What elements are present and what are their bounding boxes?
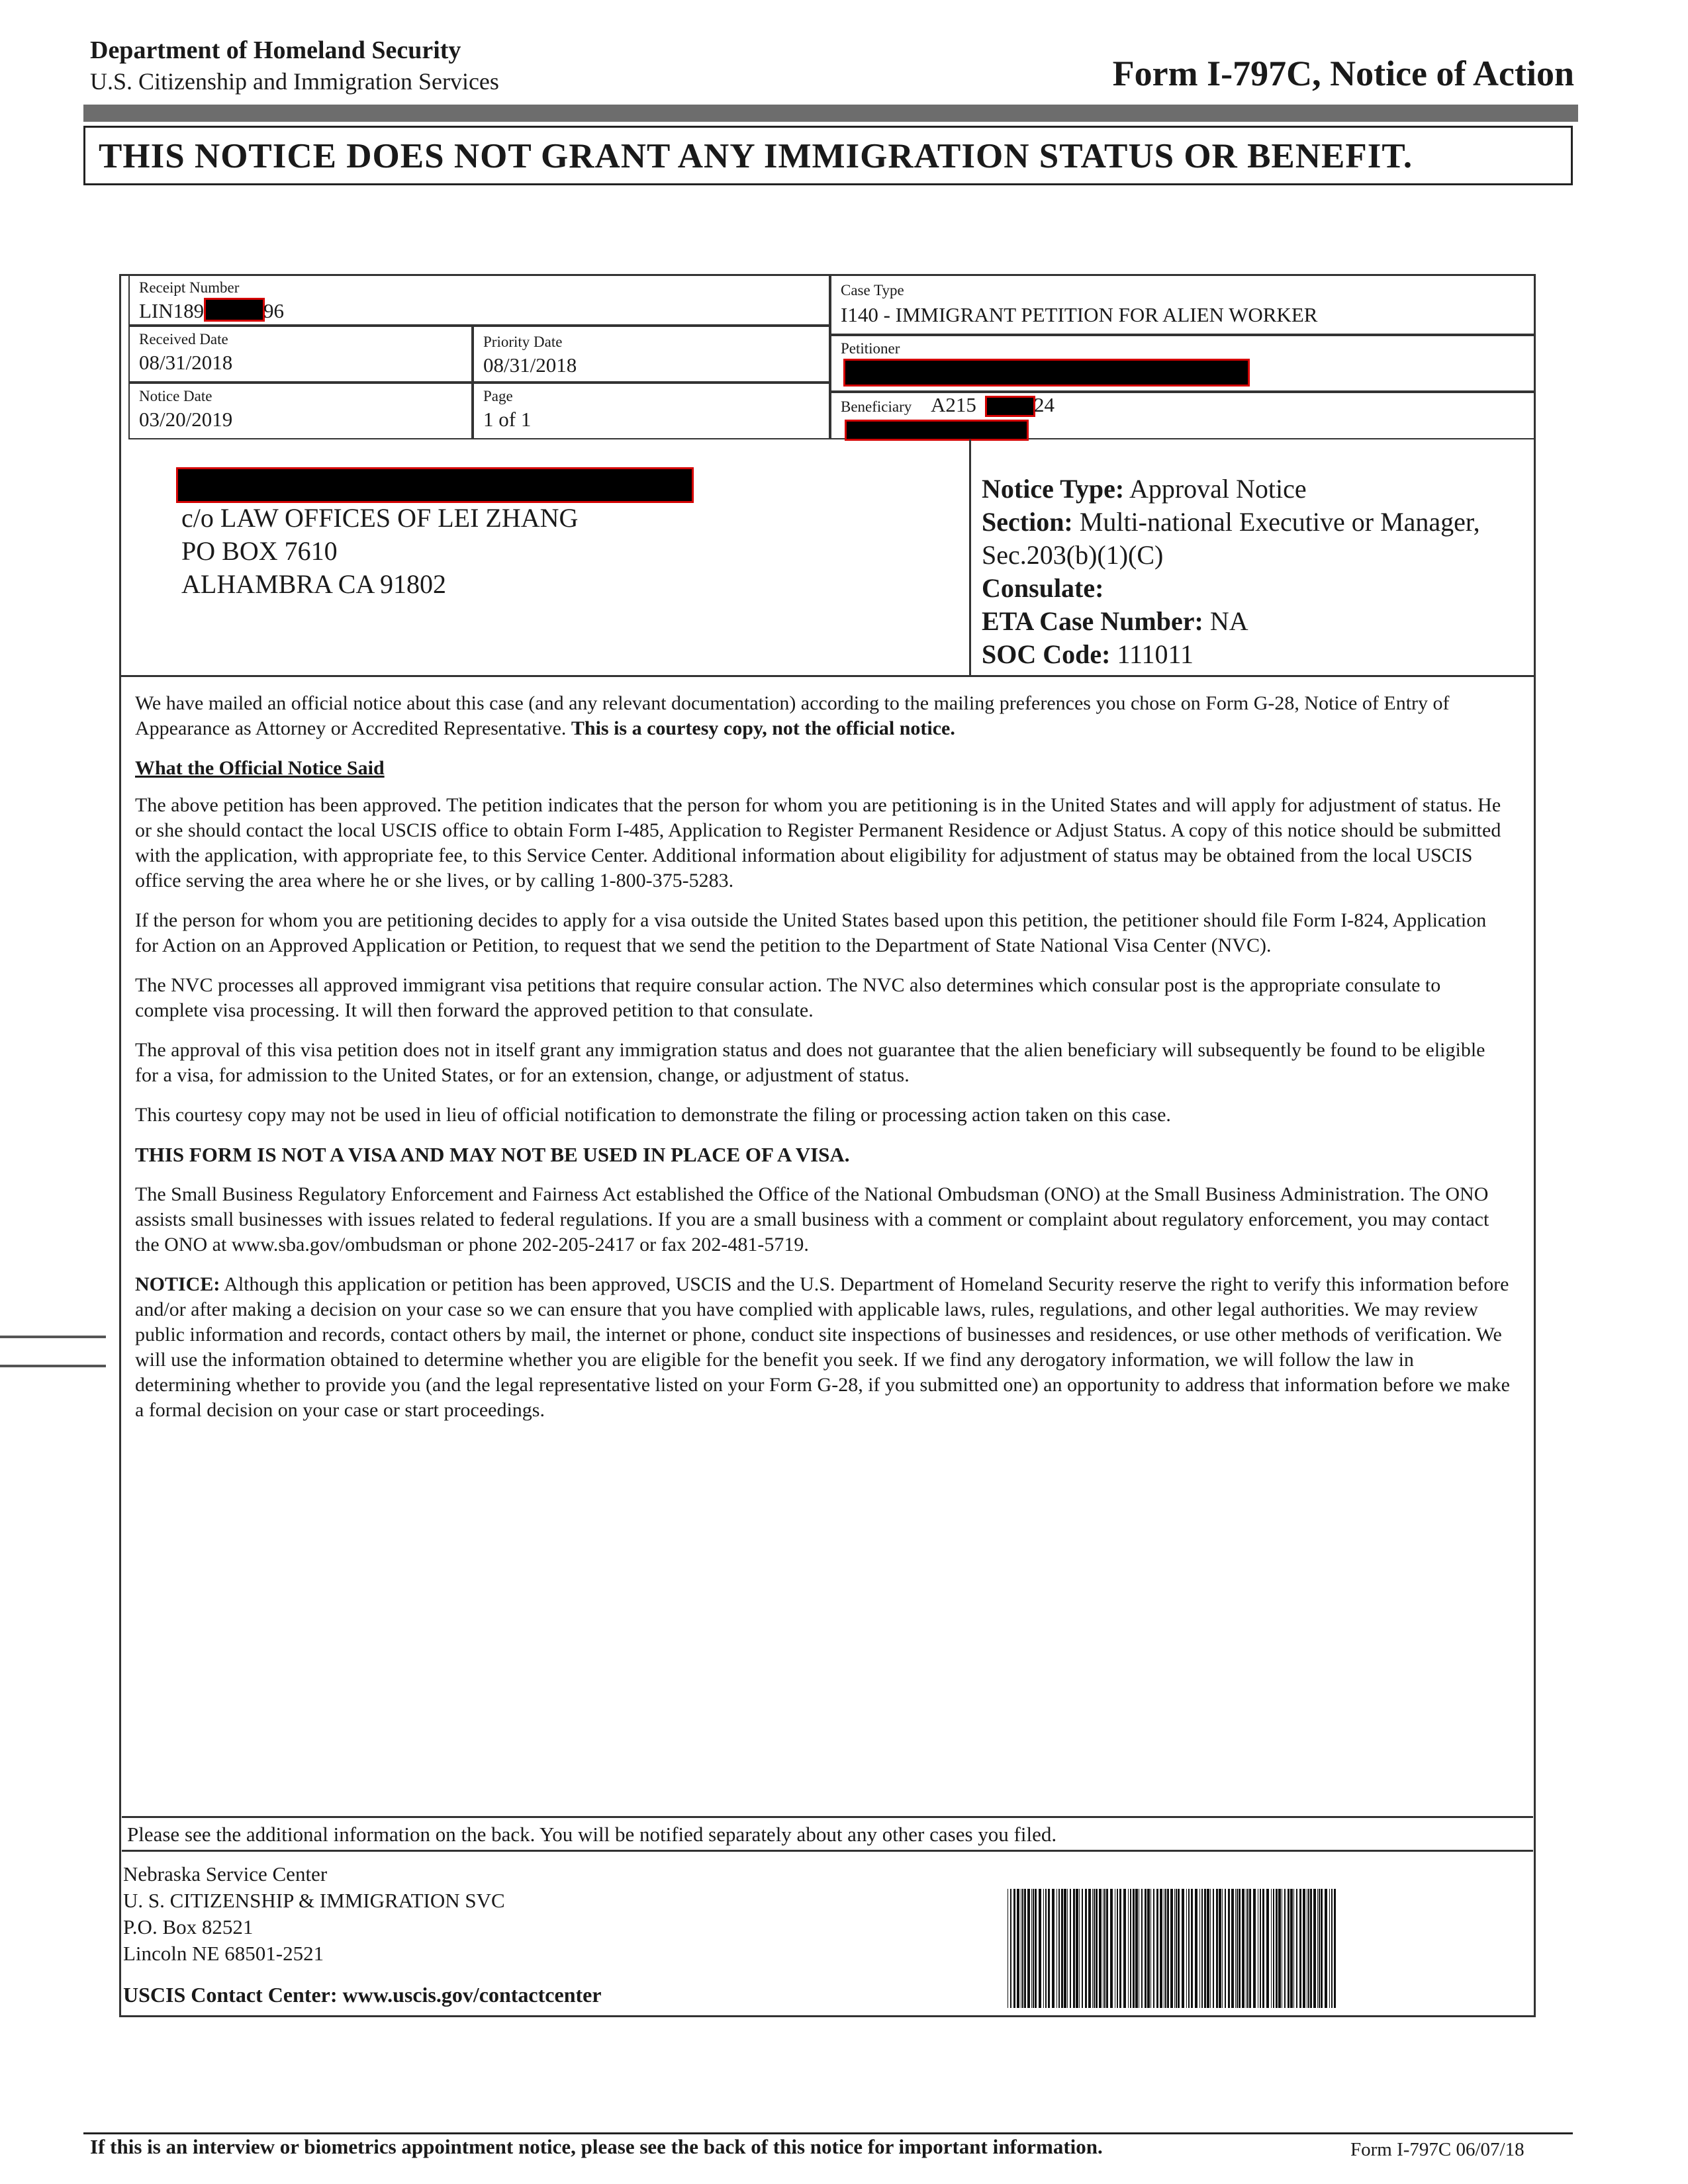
service-center-address (123, 1861, 505, 1967)
case-type-cell (830, 274, 1536, 335)
notice-date-label: Notice Date (139, 388, 212, 404)
barcode-bar (1135, 1889, 1138, 2008)
barcode-bar (1073, 1889, 1075, 2008)
barcode-bar (1317, 1889, 1318, 2008)
receipt-number-suffix: 96 (263, 299, 284, 322)
barcode-bar (1186, 1889, 1187, 2008)
beneficiary-prefix: A215 (931, 393, 976, 416)
status-banner: THIS NOTICE DOES NOT GRANT ANY IMMIGRATION STATUS OR BENEFIT. (83, 126, 1573, 185)
receipt-number-prefix: LIN189 (139, 299, 205, 322)
barcode-bar (1088, 1889, 1091, 2008)
notice-type-value: Approval Notice (1129, 474, 1307, 504)
barcode-bar (1213, 1889, 1214, 2008)
soc-label: SOC Code: (982, 639, 1111, 669)
notice-date-cell (128, 383, 473, 439)
intro-text: We have mailed an official notice about this case (and any relevant documentation) according to the mailing preferences you chose on Form G-28, Notice of Entry of Appearance as Attorney or Accredited Representative. (135, 692, 1450, 739)
service-center-line: P.O. Box 82521 (123, 1915, 254, 1938)
barcode-bar (1308, 1889, 1309, 2008)
case-type-label: Case Type (841, 282, 904, 298)
eta-label: ETA Case Number: (982, 606, 1203, 636)
barcode-bar (1022, 1889, 1023, 2008)
petitioner-redaction (843, 359, 1250, 387)
barcode-bar (1271, 1889, 1272, 2008)
barcode-bar (1188, 1889, 1190, 2008)
barcode-bar (1222, 1889, 1223, 2008)
soc-value: 111011 (1117, 639, 1194, 669)
beneficiary-label: Beneficiary (841, 398, 912, 415)
barcode-bar (1207, 1889, 1209, 2008)
margin-mark (0, 1365, 106, 1367)
beneficiary-name-redaction (845, 420, 1029, 441)
barcode-bar (1204, 1889, 1206, 2008)
petitioner-cell (830, 335, 1536, 392)
barcode-bar (1247, 1889, 1248, 2008)
barcode-bar (1199, 1889, 1200, 2008)
barcode-bar (1150, 1889, 1151, 2008)
barcode-bar (1153, 1889, 1154, 2008)
see-back-note: Please see the additional information on the back. You will be notified separately about any other cases you filed. (122, 1816, 1533, 1852)
notice-paragraph (135, 1272, 1512, 1423)
barcode-bar (1293, 1889, 1294, 2008)
barcode-bar (1092, 1889, 1093, 2008)
barcode-bar (1076, 1889, 1078, 2008)
barcode-bar (1239, 1889, 1241, 2008)
barcode-bar (1045, 1889, 1047, 2008)
barcode-bar (1058, 1889, 1060, 2008)
notice-text: Although this application or petition has been approved, USCIS and the U.S. Department of Homeland Security reserve the right to verify this information before and/or after making a decision on your case so we can ensure that you have complied with applicable laws, rules, regulations, and other legal authorities. We may review public information and records, contact others by mail, the internet or phone, conduct site inspections of businesses and residences, or use other methods of verification. We will use the information obtained to determine whether you are eligible for the benefit you seek. If we find any derogatory information, we will follow the law in determining whether to provide you (and the legal representative listed on your Form G-28, if you submitted one) an opportunity to address that information before we make a formal decision on your case or start proceedings. (135, 1273, 1510, 1421)
section-value: Multi-national Executive or Manager, (1079, 507, 1480, 537)
barcode-bar (1284, 1889, 1286, 2008)
barcode-bar (1319, 1889, 1320, 2008)
barcode-bar (1082, 1889, 1083, 2008)
barcode-bar (1167, 1889, 1169, 2008)
barcode-bar (1296, 1889, 1297, 2008)
priority-date-cell (473, 326, 830, 383)
courtesy-copy-note: This is a courtesy copy, not the official notice. (571, 717, 955, 739)
body-paragraph: This courtesy copy may not be used in lieu of official notification to demonstrate the filing or processing action taken on this case. (135, 1104, 1171, 1126)
barcode-bar (1321, 1889, 1323, 2008)
barcode-bar (1141, 1889, 1143, 2008)
barcode-bar (1128, 1889, 1129, 2008)
barcode-bar (1178, 1889, 1180, 2008)
barcode-bar (1329, 1889, 1330, 2008)
barcode-bar (1033, 1889, 1034, 2008)
barcode-bar (1195, 1889, 1197, 2008)
barcode-bar (1085, 1889, 1087, 2008)
beneficiary-redaction (985, 396, 1035, 417)
barcode-bar (1266, 1889, 1269, 2008)
barcode-bar (1262, 1889, 1264, 2008)
barcode-bar (1191, 1889, 1193, 2008)
barcode-bar (1201, 1889, 1203, 2008)
agency-name: U.S. Citizenship and Immigration Services (90, 68, 499, 95)
receipt-number-label: Receipt Number (139, 279, 240, 296)
service-center-line: Nebraska Service Center (123, 1862, 328, 1886)
received-date-label: Received Date (139, 331, 228, 347)
notice-body (135, 691, 1512, 1437)
eta-value: NA (1209, 606, 1248, 636)
barcode-bar (1096, 1889, 1098, 2008)
address-line: ALHAMBRA CA 91802 (181, 569, 447, 599)
contact-center: USCIS Contact Center: www.uscis.gov/contactcenter (123, 1983, 602, 2007)
barcode-bar (1027, 1889, 1030, 2008)
margin-mark (0, 1336, 106, 1338)
barcode-bar (1133, 1889, 1135, 2008)
notice-details (982, 473, 1480, 671)
barcode-bar (1070, 1889, 1071, 2008)
barcode-bar (1147, 1889, 1150, 2008)
what-notice-said-heading: What the Official Notice Said (135, 757, 385, 779)
agency-header (90, 34, 499, 97)
priority-date-label: Priority Date (483, 334, 563, 350)
barcode-bar (1260, 1889, 1261, 2008)
section-divider (119, 675, 1536, 677)
barcode-bar (1231, 1889, 1234, 2008)
barcode-bar (1331, 1889, 1333, 2008)
barcode-bar (1235, 1889, 1236, 2008)
barcode-bar (1170, 1889, 1173, 2008)
barcode-bar (1210, 1889, 1211, 2008)
not-a-visa-warning: THIS FORM IS NOT A VISA AND MAY NOT BE USED IN PLACE OF A VISA. (135, 1143, 850, 1166)
recipient-name-redaction (176, 467, 694, 503)
petitioner-label: Petitioner (841, 340, 900, 357)
column-divider (969, 439, 971, 675)
barcode-bar (1165, 1889, 1166, 2008)
barcode-bar (1176, 1889, 1177, 2008)
barcode-bar (1182, 1889, 1184, 2008)
body-paragraph: The NVC processes all approved immigrant visa petitions that require consular action. The NVC also determines which consular post is the appropriate consulate to complete visa processing. It will then forward the approved petition to that consulate. (135, 974, 1441, 1021)
barcode-bar (1130, 1889, 1131, 2008)
page-value: 1 of 1 (483, 408, 532, 431)
page-label: Page (483, 388, 513, 404)
barcode-bar (1106, 1889, 1108, 2008)
service-center-line: U. S. CITIZENSHIP & IMMIGRATION SVC (123, 1889, 505, 1912)
barcode-bar (1160, 1889, 1162, 2008)
priority-date-value: 08/31/2018 (483, 353, 577, 377)
barcode-bar (1145, 1889, 1147, 2008)
barcode-bar (1056, 1889, 1057, 2008)
barcode-bar (1290, 1889, 1293, 2008)
barcode-bar (1273, 1889, 1274, 2008)
consulate-label: Consulate: (982, 573, 1104, 603)
section-label: Section: (982, 507, 1073, 537)
barcode-bar (1024, 1889, 1026, 2008)
barcode-bar (1253, 1889, 1256, 2008)
notice-date-value: 03/20/2019 (139, 408, 233, 431)
barcode-bar (1225, 1889, 1226, 2008)
beneficiary-suffix: 24 (1034, 393, 1055, 416)
barcode-bar (1048, 1889, 1050, 2008)
barcode-bar (1035, 1889, 1037, 2008)
barcode-bar (1010, 1889, 1011, 2008)
address-line: c/o LAW OFFICES OF LEI ZHANG (181, 503, 579, 533)
address-line: PO BOX 7610 (181, 536, 338, 566)
barcode-bar (1288, 1889, 1289, 2008)
barcode-bar (1067, 1889, 1068, 2008)
intro-paragraph (135, 691, 1512, 741)
barcode-bar (1216, 1889, 1218, 2008)
body-paragraph: The Small Business Regulatory Enforcement and Fairness Act established the Office of the National Ombudsman (ONO) at the Small Business Administration. The ONO assists small businesses with issues related to federal regulations. If you are a small business with a comment or complaint about regulatory enforcement, you may contact the ONO at www.sba.gov/ombudsman or phone 202-205-2417 or fax 202-481-5719. (135, 1183, 1489, 1255)
case-type-value: I140 - IMMIGRANT PETITION FOR ALIEN WORKER (841, 303, 1318, 326)
barcode-bar (1219, 1889, 1221, 2008)
barcode-bar (1094, 1889, 1095, 2008)
barcode-bar (1303, 1889, 1305, 2008)
barcode-bar (1031, 1889, 1032, 2008)
service-center-line: Lincoln NE 68501-2521 (123, 1942, 324, 1965)
notice-type-label: Notice Type: (982, 474, 1125, 504)
barcode-bar (1064, 1889, 1066, 2008)
barcode-bar (1052, 1889, 1055, 2008)
barcode-bar (1313, 1889, 1316, 2008)
barcode-bar (1013, 1889, 1015, 2008)
barcode-bar (1242, 1889, 1244, 2008)
mailing-address (181, 502, 578, 601)
barcode-bar (1249, 1889, 1251, 2008)
barcode-bar (1334, 1889, 1336, 2008)
barcode-bar (1325, 1889, 1327, 2008)
section-value-2: Sec.203(b)(1)(C) (982, 540, 1164, 570)
barcode-bar (1061, 1889, 1063, 2008)
beneficiary-cell (830, 392, 1536, 439)
barcode-bar (1104, 1889, 1105, 2008)
form-edition: Form I-797C 06/07/18 (1350, 2139, 1524, 2160)
barcode-bar (1110, 1889, 1113, 2008)
barcode-bar (1099, 1889, 1102, 2008)
body-paragraph: The approval of this visa petition does not in itself grant any immigration status and does not guarantee that the alien beneficiary will subsequently be found to be eligible for a visa, for admission to the United States, or for an extension, change, or adjustment of status. (135, 1039, 1485, 1086)
barcode-bar (1117, 1889, 1118, 2008)
department-name: Department of Homeland Security (90, 36, 461, 64)
barcode-bar (1119, 1889, 1121, 2008)
barcode-bar (1276, 1889, 1278, 2008)
notice-label: NOTICE: (135, 1273, 220, 1295)
received-date-value: 08/31/2018 (139, 351, 233, 374)
footer-note: If this is an interview or biometrics appointment notice, please see the back of this notice for important information. (90, 2135, 1103, 2158)
barcode-bar (1174, 1889, 1175, 2008)
barcode-bar (1228, 1889, 1230, 2008)
barcode-bar (1039, 1889, 1041, 2008)
body-paragraph: If the person for whom you are petitioning decides to apply for a visa outside the United States based upon this petition, the petitioner should file Form I-824, Application for Action on an Approved Application or Petition, to request that we send the petition to the Department of State National Visa Center (NVC). (135, 909, 1487, 956)
redaction-bar (204, 298, 265, 322)
page-cell (473, 383, 830, 439)
header-rule (83, 105, 1578, 122)
barcode-bar (1156, 1889, 1158, 2008)
barcode-bar (1278, 1889, 1281, 2008)
barcode-icon (1006, 1889, 1337, 2008)
barcode-bar (1123, 1889, 1126, 2008)
body-paragraph: The above petition has been approved. The petition indicates that the person for whom you are petitioning is in the United States and will apply for adjustment of status. He or she should contact the local USCIS office to obtain Form I-485, Application to Register Permanent Residence or Adjust Status. A copy of this notice should be submitted with the application, with appropriate fee, to this Service Center. Additional information about eligibility for adjustment of status may be obtained from the local USCIS office serving the area where he or she lives, or by calling 1-800-375-5283. (135, 794, 1501, 891)
form-title: Form I-797C, Notice of Action (1112, 54, 1574, 93)
receipt-number-cell (128, 274, 830, 326)
barcode-bar (1079, 1889, 1080, 2008)
footer-rule (83, 2132, 1573, 2134)
barcode-bar (1310, 1889, 1312, 2008)
barcode-bar (1017, 1889, 1019, 2008)
received-date-cell (128, 326, 473, 383)
barcode-bar (1043, 1889, 1044, 2008)
barcode-bar (1237, 1889, 1238, 2008)
barcode-bar (1299, 1889, 1301, 2008)
